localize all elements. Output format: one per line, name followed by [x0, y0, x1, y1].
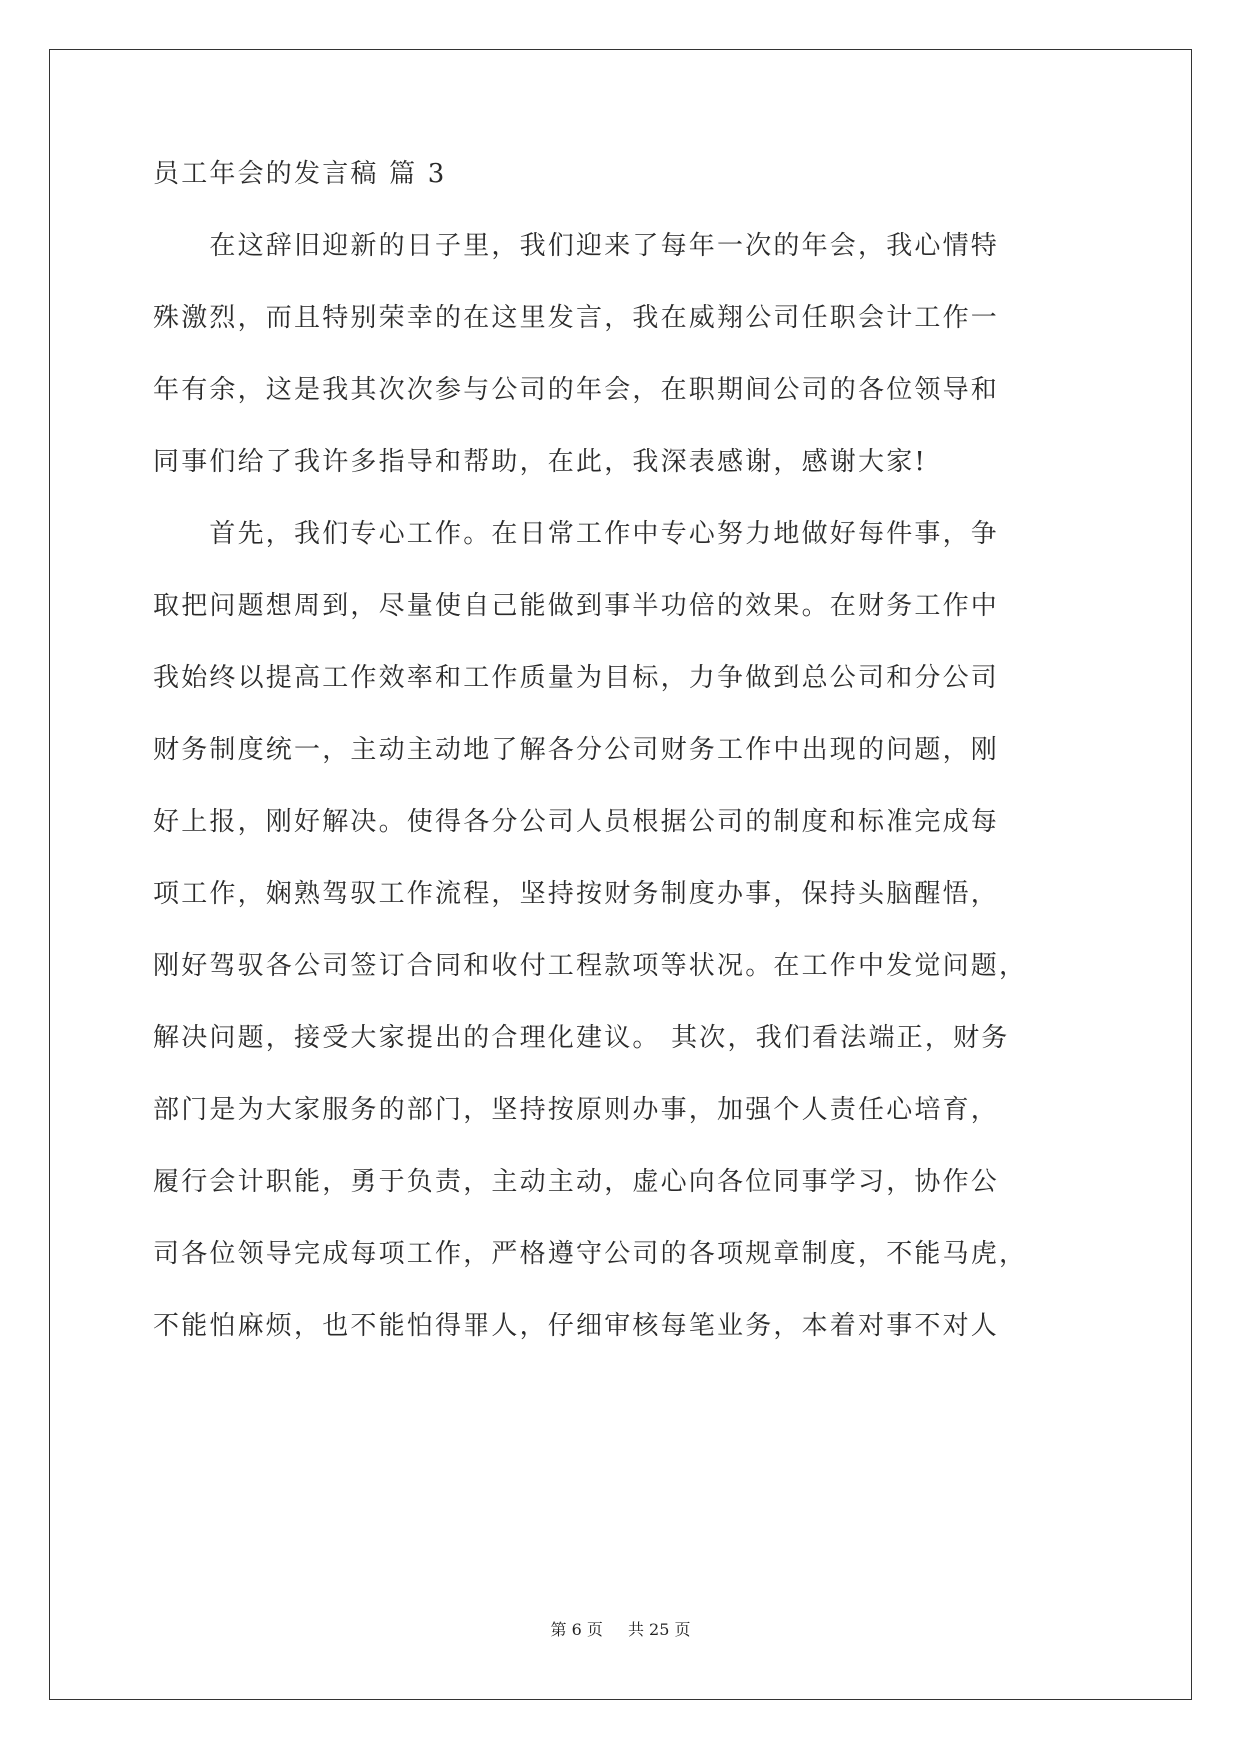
page-footer: [0, 1617, 1241, 1640]
paragraph-line: 解决问题，接受大家提出的合理化建议。 其次，我们看法端正，财务: [153, 1023, 1010, 1053]
paragraph-line: 好上报，刚好解决。使得各分公司人员根据公司的制度和标准完成每: [153, 807, 1000, 837]
paragraph-line: 同事们给了我许多指导和帮助，在此，我深表感谢，感谢大家!: [153, 447, 928, 477]
paragraph-line: 刚好驾驭各公司签订合同和收付工程款项等状况。在工作中发觉问题，: [153, 951, 1028, 981]
paragraph-line: 殊激烈，而且特别荣幸的在这里发言，我在威翔公司任职会计工作一: [153, 303, 1000, 333]
paragraph-line: 履行会计职能，勇于负责，主动主动，虚心向各位同事学习，协作公: [153, 1167, 1000, 1197]
page-number: 第 6 页: [550, 1620, 603, 1639]
page-border: [49, 49, 1192, 1700]
paragraph-line: 司各位领导完成每项工作，严格遵守公司的各项规章制度，不能马虎，: [153, 1239, 1028, 1269]
paragraph-line: 年有余，这是我其次次参与公司的年会，在职期间公司的各位领导和: [153, 375, 1000, 405]
paragraph-line: 项工作，娴熟驾驭工作流程，坚持按财务制度办事，保持头脑醒悟，: [153, 879, 1000, 909]
page-total: 共 25 页: [627, 1620, 691, 1639]
paragraph-line: 部门是为大家服务的部门，坚持按原则办事，加强个人责任心培育，: [153, 1095, 1000, 1125]
section-heading: 员工年会的发言稿 篇 3: [153, 159, 447, 189]
paragraph-line: 首先，我们专心工作。在日常工作中专心努力地做好每件事，争: [153, 519, 1000, 549]
paragraph-line: 不能怕麻烦，也不能怕得罪人，仔细审核每笔业务，本着对事不对人: [153, 1311, 1000, 1341]
paragraph-line: 取把问题想周到，尽量使自己能做到事半功倍的效果。在财务工作中: [153, 591, 1000, 621]
paragraph-line: 在这辞旧迎新的日子里，我们迎来了每年一次的年会，我心情特: [153, 231, 1000, 261]
paragraph-line: 我始终以提高工作效率和工作质量为目标，力争做到总公司和分公司: [153, 663, 1000, 693]
paragraph-line: 财务制度统一，主动主动地了解各分公司财务工作中出现的问题，刚: [153, 735, 1000, 765]
